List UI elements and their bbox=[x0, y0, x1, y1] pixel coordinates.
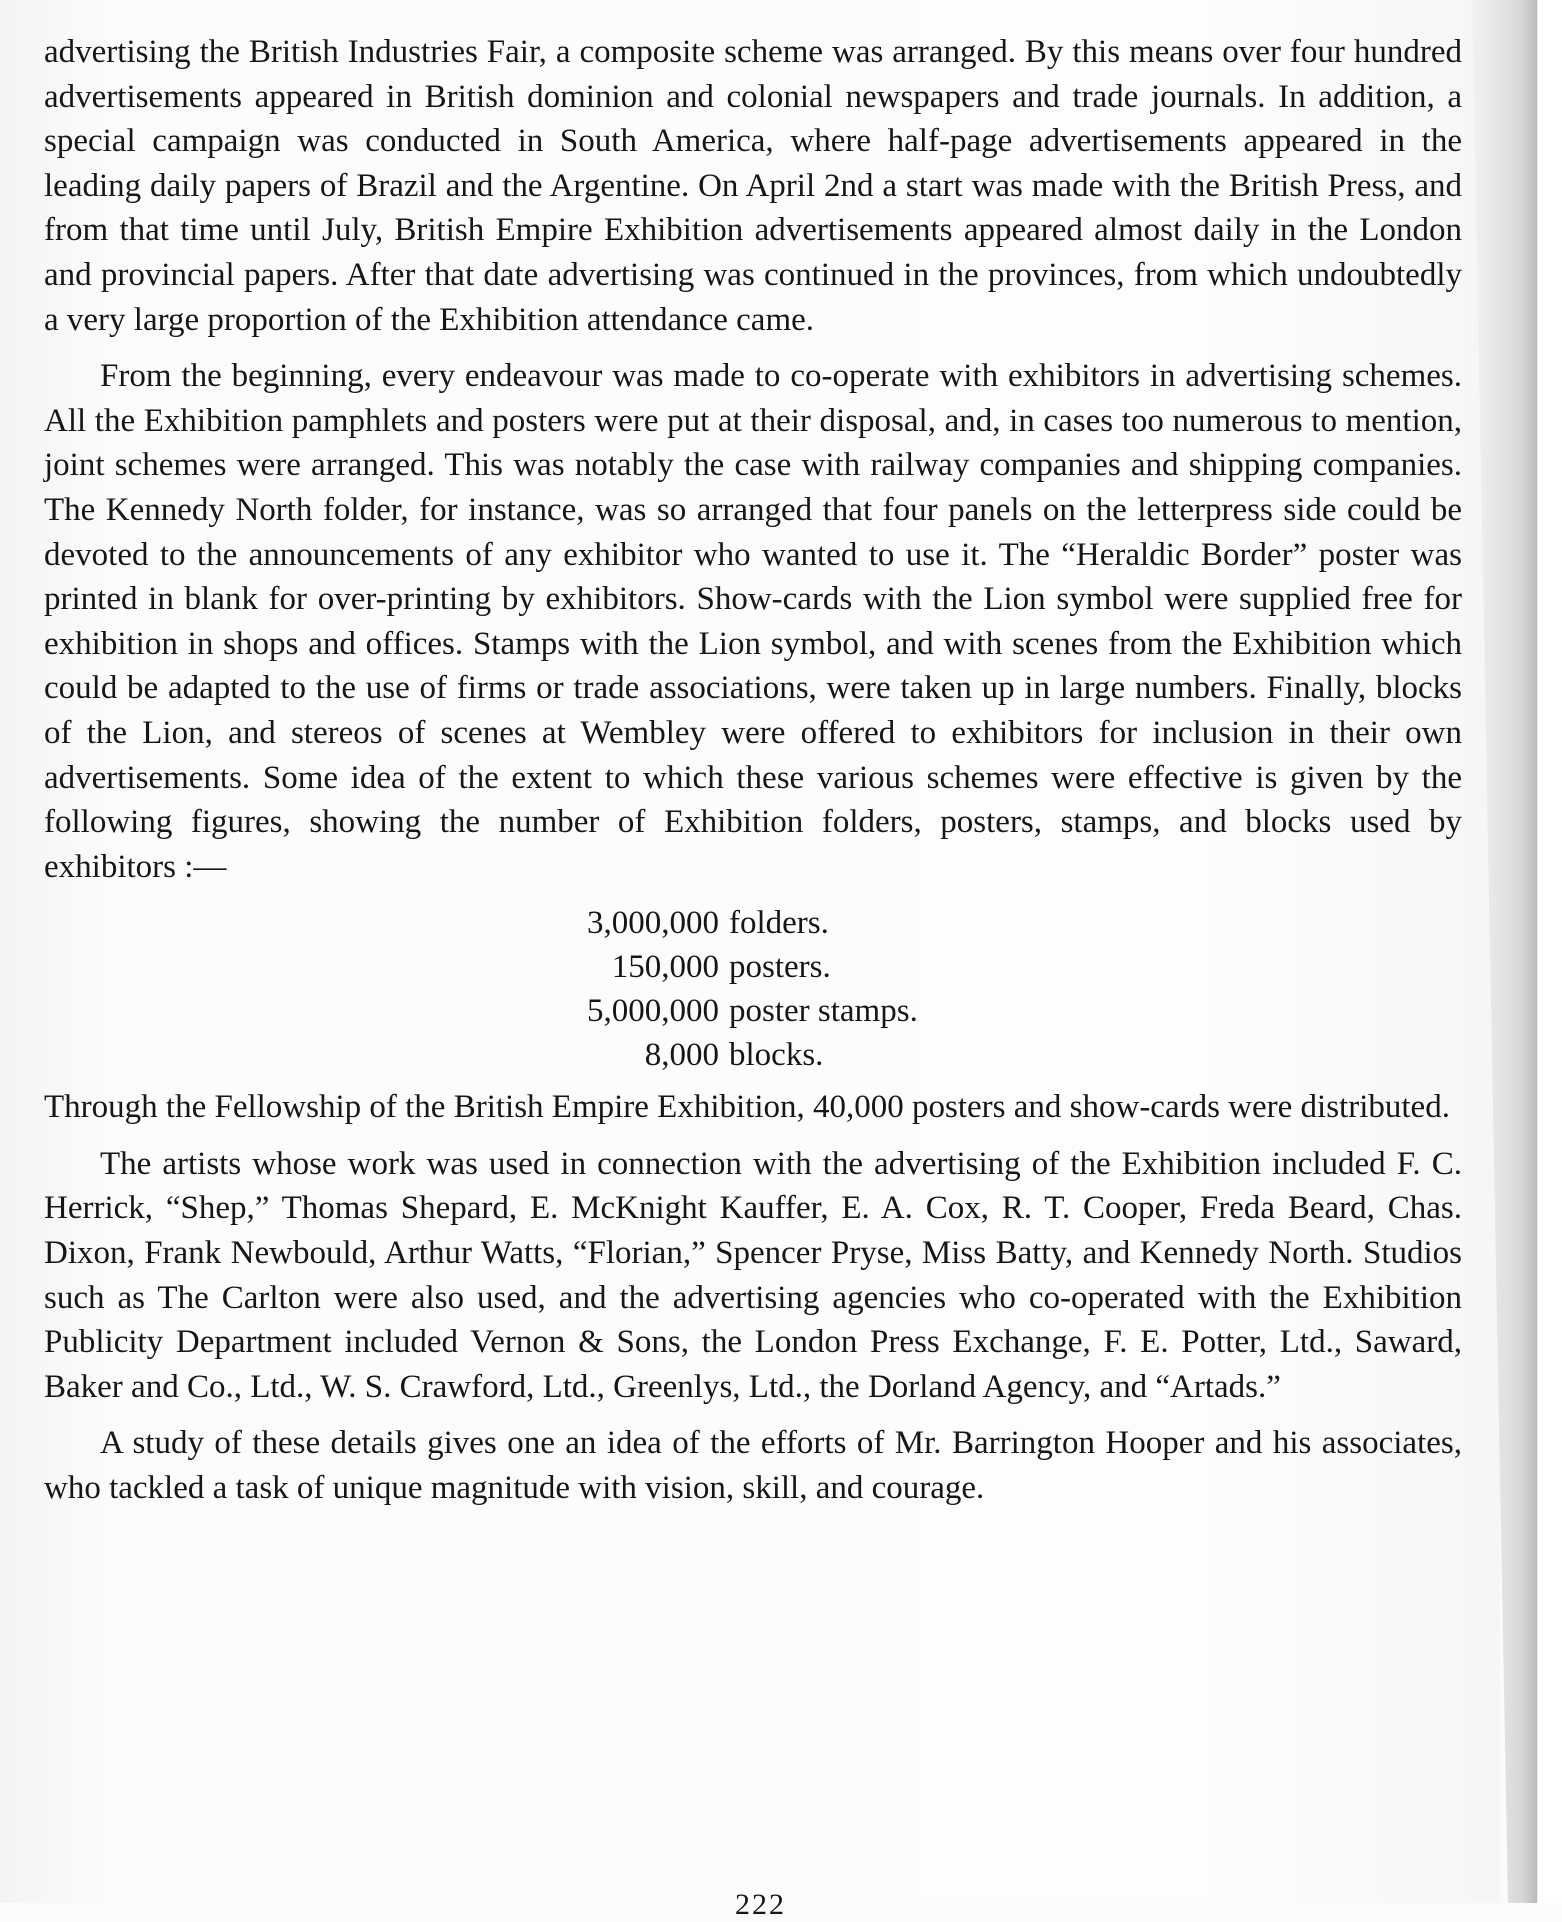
figure-row bbox=[549, 1033, 949, 1077]
paragraph-exhibitor-cooperation: From the beginning, every endeavour was made to co-operate with exhibitors in advertising schemes. All the Exhibition pamphlets and posters were put at their disposal, and, in cases too numerous to mention, joint schemes were arranged. This was notably the case with railway companies and shipping companies. The Kennedy North folder, for instance, was so arranged that four panels on the letterpress side could be devoted to the announcements of any exhibitor who wanted to use it. The “Heraldic Border” poster was printed in blank for over-printing by exhibitors. Show-cards with the Lion symbol were supplied free for exhibition in shops and offices. Stamps with the Lion symbol, and with scenes from the Exhibition which could be adapted to the use of firms or trade associations, were taken up in large numbers. Finally, blocks of the Lion, and stereos of scenes at Wembley were offered to exhibitors for inclusion in their own advertisements. Some idea of the extent to which these various schemes were effective is given by the following figures, showing the number of Exhibition folders, posters, stamps, and blocks used by exhibitors :— bbox=[44, 358, 1462, 885]
figure-quantity: 8,000 bbox=[644, 1037, 719, 1074]
figure-row bbox=[549, 989, 949, 1033]
figure-quantity: 150,000 bbox=[611, 949, 719, 986]
figures-list bbox=[44, 901, 949, 1077]
figure-item: poster stamps. bbox=[729, 993, 918, 1030]
figure-row bbox=[549, 901, 949, 945]
figure-item: blocks. bbox=[729, 1037, 824, 1074]
figure-row bbox=[549, 945, 949, 989]
figure-quantity: 3,000,000 bbox=[587, 905, 719, 942]
paragraph-advertising-campaign: advertising the British Industries Fair, a composite scheme was arranged. By this means over four hundred advertisements appeared in British dominion and colonial newspapers and trade journals. In addition, a special campaign was conducted in South America, where half-page advertisements appeared in the leading daily papers of Brazil and the Argentine. On April 2nd a start was made with the British Press, and from that time until July, British Empire Exhibition advertisements appeared almost daily in the London and provincial papers. After that date advertising was continued in the provinces, from which undoubtedly a very large proportion of the Exhibition attendance came. bbox=[44, 34, 1462, 338]
paragraph-artists: The artists whose work was used in connection with the advertising of the Exhibition included F. C. Herrick, “Shep,” Thomas Shepard, E. McKnight Kauffer, E. A. Cox, R. T. Cooper, Freda Beard, Chas. Dixon, Frank Newbould, Arthur Watts, “Florian,” Spencer Pryse, Miss Batty, and Kennedy North. Studios such as The Carlton were also used, and the advertising agencies who co-operated with the Exhibition Publicity Department included Vernon & Sons, the London Press Exchange, F. E. Potter, Ltd., Saward, Baker and Co., Ltd., W. S. Crawford, Ltd., Greenlys, Ltd., the Dorland Agency, and “Artads.” bbox=[44, 1145, 1462, 1405]
paragraph-conclusion: A study of these details gives one an idea of the efforts of Mr. Barrington Hooper and his associates, who tackled a task of unique magnitude with vision, skill, and courage. bbox=[44, 1425, 1462, 1507]
page-body bbox=[44, 30, 1462, 1523]
paragraph-fellowship: Through the Fellowship of the British Empire Exhibition, 40,000 posters and show-cards were distributed. bbox=[44, 1089, 1450, 1126]
page-number: 222 bbox=[735, 1888, 786, 1921]
figure-item: posters. bbox=[729, 949, 831, 986]
figure-quantity: 5,000,000 bbox=[587, 993, 719, 1030]
figure-item: folders. bbox=[729, 905, 829, 942]
